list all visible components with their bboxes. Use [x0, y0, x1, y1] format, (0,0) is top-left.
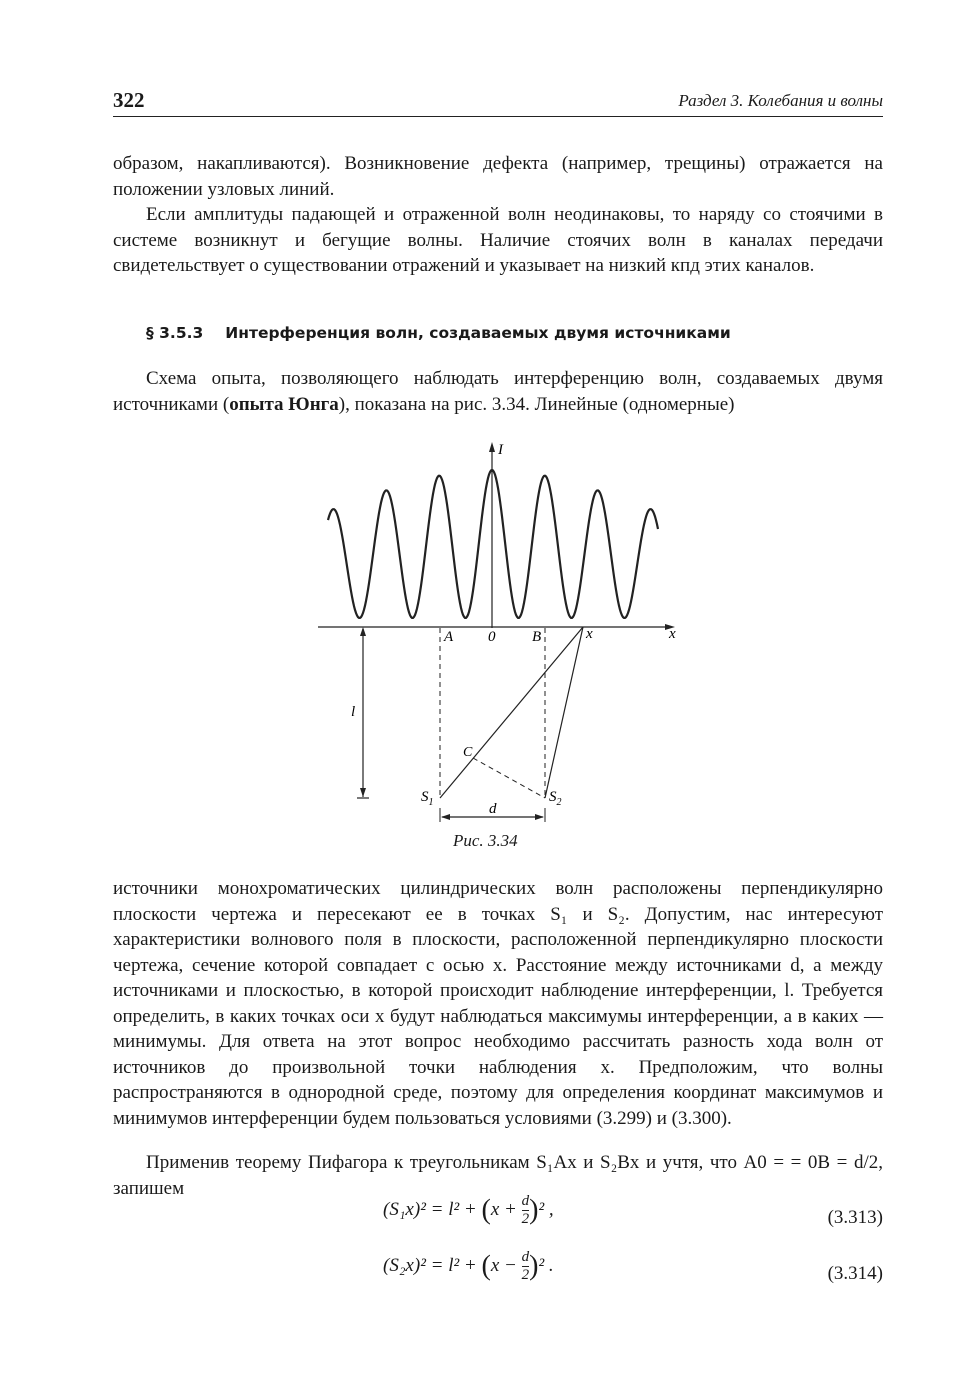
label-x-axis: x — [669, 626, 676, 642]
dashed-C-S2 — [473, 758, 545, 798]
page-header — [113, 88, 883, 117]
equation-lhs: (S₂x)² = l² + — [383, 1254, 482, 1276]
distance-l-arrow-bottom — [360, 788, 366, 797]
distance-d-arrow-left — [441, 814, 450, 820]
paren-close: ) — [529, 1250, 539, 1282]
label-zero: 0 — [488, 629, 496, 645]
paragraph-pythagoras: Применив теорему Пифагора к треугольникам S₁Ax и S₂Bx и учтя, что A0 = = 0B = d/2, запишем — [113, 1152, 883, 1199]
intensity-axis-arrow — [489, 442, 495, 452]
paragraph-standing-waves: Если амплитуды падающей и отраженной волн неодинаковы, то наряду со стоячими в системе возникнут и бегущие волны. Наличие стоячих волн в каналах передачи свидетельствует о существовании отражений и указывает на низкий кпд этих каналов. — [113, 204, 883, 276]
paren-close: ) — [529, 1194, 539, 1226]
term-young: опыта Юнга — [229, 393, 339, 415]
section-title: Интерференция волн, создаваемых двумя источниками — [225, 324, 731, 342]
equation-inner: x − — [490, 1254, 522, 1276]
label-S2: $S_2$ — [549, 789, 562, 808]
paragraph-young-experiment — [113, 366, 883, 417]
label-d: d — [489, 801, 497, 817]
ray-S2-x — [545, 627, 583, 798]
figure-young-scheme — [113, 438, 883, 858]
distance-l-arrow-top — [360, 627, 366, 636]
text-before-term: Схема опыта, позволяющего наблюдать интерференцию волн, создаваемых двумя источниками ( — [113, 368, 883, 415]
equation-tail: ² , — [538, 1198, 554, 1220]
intensity-curve — [328, 470, 658, 618]
equation-3-313 — [113, 1193, 883, 1243]
page-number: 322 — [113, 88, 145, 112]
equation-tail: ² . — [538, 1254, 554, 1276]
distance-d-arrow-right — [535, 814, 544, 820]
equation-3-314 — [113, 1249, 883, 1299]
label-l: l — [351, 704, 356, 720]
equation-body — [383, 1193, 554, 1228]
equation-inner: x + — [490, 1198, 522, 1220]
fraction-d-over-2: $\frac{d}{2}$ — [521, 1249, 530, 1283]
fraction-d-over-2: $\frac{d}{2}$ — [521, 1193, 530, 1227]
figure-caption: Рис. 3.34 — [453, 831, 518, 850]
label-A: A — [444, 629, 454, 645]
text-after-term: ), показана на рис. 3.34. Линейные (одномерные) — [338, 393, 735, 415]
label-B: B — [532, 629, 542, 645]
paren-open: ( — [481, 1250, 491, 1282]
label-intensity: I — [498, 442, 503, 458]
equation-lhs: (S₁x)² = l² + — [383, 1198, 482, 1220]
equation-number: (3.314) — [827, 1263, 883, 1284]
paragraph-sources-description: источники монохроматических цилиндрических волн расположены перпендикулярно плоскости чертежа и пересекают ее в точках S₁ и S₂. Допустим, нас интересуют характеристики волнового поля в плоскости, расположенной перпендикулярно плоскости чертежа, сечение которой совпадает с осью x. Расстояние между источниками d, а между источниками и плоскостью, в которой происходит наблюдение интерференции, l. Требуется определить, в каких точках оси x будут наблюдаться максимумы интерференции, а в каких — минимумы. Для ответа на этот вопрос необходимо рассчитать разность хода волн от источников до произвольной точки наблюдения x. Предположим, что волны распространяются в однородной среде, поэтому для определения координат максимумов и минимумов интерференции будем пользоваться условиями (3.299) и (3.300). — [113, 878, 883, 1129]
ray-S1-x — [440, 627, 583, 798]
label-S1: $S_1$ — [421, 789, 434, 808]
section-number: § 3.5.3 — [146, 324, 204, 342]
paren-open: ( — [481, 1194, 491, 1226]
label-x-point: x — [586, 626, 593, 642]
label-C: C — [463, 745, 473, 760]
equation-number: (3.313) — [827, 1207, 883, 1228]
equation-body — [383, 1249, 554, 1284]
section-heading — [146, 324, 731, 342]
paragraph-continuation: образом, накапливаются). Возникновение дефекта (например, трещины) отражается на положении узловых линий. — [113, 153, 883, 200]
running-title: Раздел 3. Колебания и волны — [678, 91, 883, 110]
